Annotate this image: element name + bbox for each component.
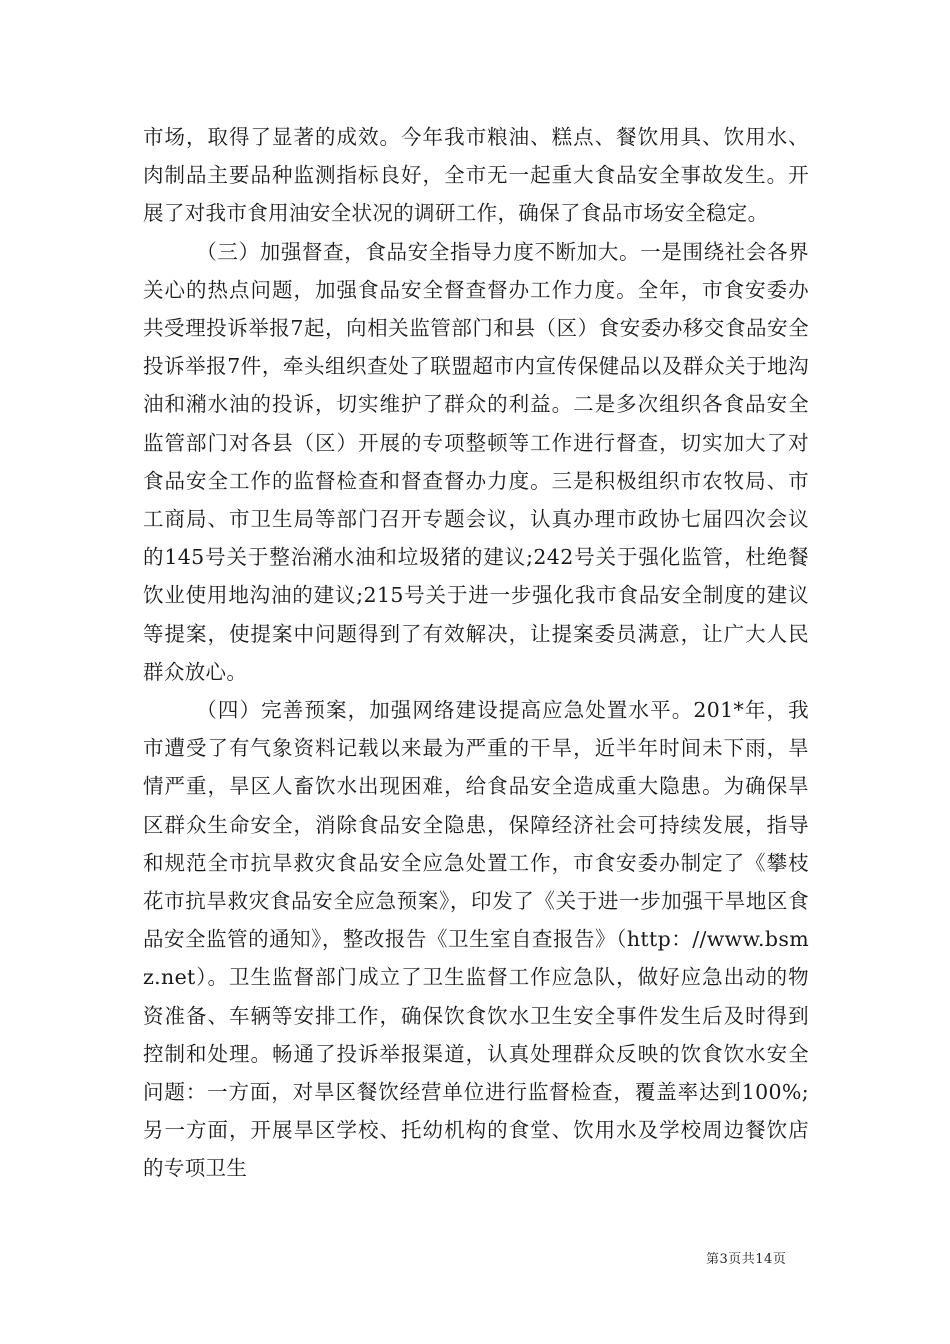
paragraph-market-results: 市场，取得了显著的成效。今年我市粮油、糕点、餐饮用具、饮用水、肉制品主要品种监测指标良好，全市无一起重大食品安全事故发生。开展了对我市食用油安全状况的调研工作，确保了食品市场安全稳定。 xyxy=(143,125,809,226)
page-number-footer: 第3页共14页 xyxy=(706,1252,787,1267)
paragraph-emergency-plan: （四）完善预案，加强网络建设提高应急处置水平。201*年，我市遭受了有气象资料记载以来最为严重的干旱，近半年时间未下雨，旱情严重，旱区人畜饮水出现困难，给食品安全造成重大隐患。为确保旱区群众生命安全，消除食品安全隐患，保障经济社会可持续发展，指导和规范全市抗旱救灾食品安全应急处置工作，市食安委办制定了《攀枝花市抗旱救灾食品安全应急预案》，印发了《关于进一步加强干旱地区食品安全监管的通知》，整改报告《卫生室自查报告》（http：//www.bsmz.net）。卫生监督部门成立了卫生监督工作应急队，做好应急出动的物资准备、车辆等安排工作，确保饮食饮水卫生安全事件发生后及时得到控制和处理。畅通了投诉举报渠道，认真处理群众反映的饮食饮水安全问题：一方面，对旱区餐饮经营单位进行监督检查，覆盖率达到100%;另一方面，开展旱区学校、托幼机构的食堂、饮用水及学校周边餐饮店的专项卫生 xyxy=(143,698,809,1181)
document-body xyxy=(143,118,809,1188)
paragraph-supervision: （三）加强督查，食品安全指导力度不断加大。一是围绕社会各界关心的热点问题，加强食品安全督查督办工作力度。全年，市食安委办共受理投诉举报7起，向相关监管部门和县（区）食安委办移交食品安全投诉举报7件，牵头组织查处了联盟超市内宣传保健品以及群众关于地沟油和潲水油的投诉，切实维护了群众的利益。二是多次组织各食品安全监管部门对各县（区）开展的专项整顿等工作进行督查，切实加大了对食品安全工作的监督检查和督查督办力度。三是积极组织市农牧局、市工商局、市卫生局等部门召开专题会议，认真办理市政协七届四次会议的145号关于整治潲水油和垃圾猪的建议;242号关于强化监管，杜绝餐饮业使用地沟油的建议;215号关于进一步强化我市食品安全制度的建议等提案，使提案中问题得到了有效解决，让提案委员满意，让广大人民群众放心。 xyxy=(143,239,809,684)
